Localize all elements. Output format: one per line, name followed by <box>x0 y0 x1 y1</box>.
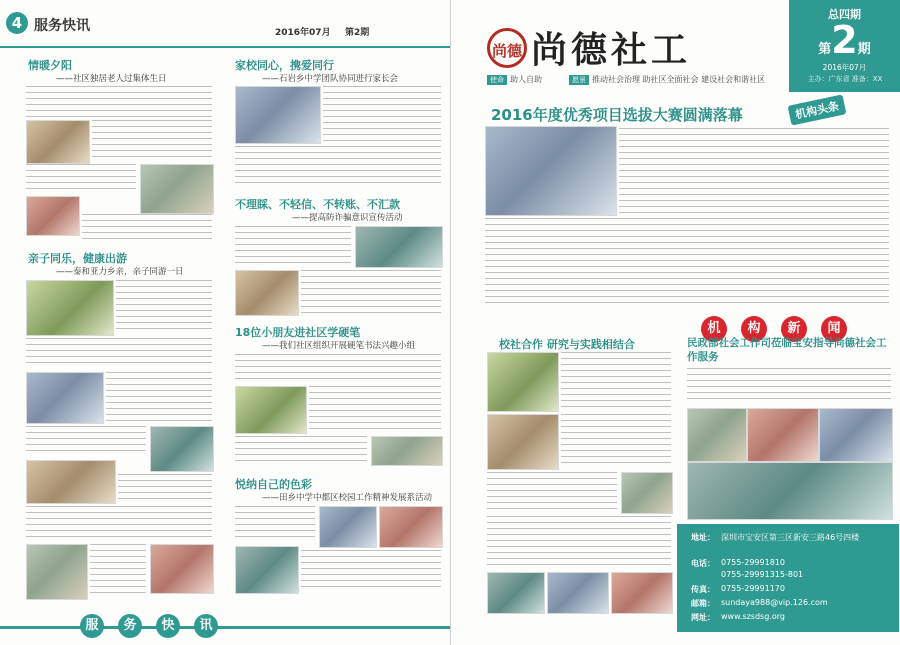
article-body <box>235 354 441 382</box>
right-page <box>451 0 900 645</box>
article-subtitle: ——田乡中学中都区校园工作精神发展系活动 <box>262 493 433 503</box>
article-body <box>309 386 441 432</box>
fax-label: 传真： <box>691 585 715 594</box>
article-photo <box>26 544 88 600</box>
article-body <box>301 550 441 592</box>
article-title: 不理睬、不轻信、不转账、不汇款 <box>235 198 400 211</box>
article-photo <box>235 386 307 434</box>
left-page-header <box>0 0 450 48</box>
article-photo <box>26 280 114 336</box>
news-char-1: 机 <box>701 316 727 342</box>
news-photo <box>819 408 893 462</box>
email-text: sundaya988@vip.126.com <box>721 598 828 607</box>
right-page-header <box>451 0 900 92</box>
news-body <box>487 516 671 568</box>
article-body <box>118 474 212 502</box>
slogan-tag: 使命 <box>487 75 507 85</box>
address-text: 深圳市宝安区第三区新安三路46号四楼 <box>721 533 860 542</box>
news-photo <box>487 352 559 412</box>
address-label: 地址： <box>691 533 715 542</box>
slogan-tag: 愿景 <box>569 75 589 85</box>
phone-text-1: 0755-29991810 <box>721 558 785 567</box>
article-subtitle: ——我们社区组织开展硬笔书法兴趣小组 <box>262 341 416 351</box>
slogan-text: 推动社会治理 助社区全面社会 建设社会和谐社区 <box>592 75 766 84</box>
news-body <box>561 352 671 410</box>
article-subtitle: ——提高防诈骗意识宣传活动 <box>292 213 403 223</box>
fax-text: 0755-29991170 <box>721 584 785 593</box>
article-body <box>301 270 441 314</box>
footer-char-4: 讯 <box>194 614 218 638</box>
article-photo <box>355 226 443 268</box>
article-body <box>26 164 136 194</box>
article-body <box>26 86 212 118</box>
news-photo <box>747 408 819 462</box>
article-photo <box>140 164 214 214</box>
footer-char-2: 务 <box>118 614 142 638</box>
article-photo <box>235 546 299 594</box>
contact-box <box>677 524 899 632</box>
article-photo <box>150 544 214 594</box>
article-body <box>106 372 212 422</box>
article-subtitle: ——泰和亚力乡亲，亲子同游一日 <box>56 267 184 277</box>
article-title: 情暖夕阳 <box>28 59 72 72</box>
article-body <box>26 426 146 456</box>
headline-photo <box>485 126 617 216</box>
article-body <box>235 146 441 186</box>
article-body <box>116 280 212 334</box>
news-body <box>687 368 891 404</box>
article-photo <box>150 426 214 472</box>
article-body <box>235 506 315 542</box>
news-body <box>561 414 671 468</box>
issue-number-big: 第2期 <box>818 18 871 62</box>
article-photo <box>235 86 321 144</box>
news-photo <box>621 472 673 514</box>
section-title: 服务快讯 <box>34 18 90 34</box>
news-title: 校社合作 研究与实践相结合 <box>499 338 635 351</box>
headline-title: 2016年度优秀项目选拔大赛圆满落幕 <box>491 106 743 124</box>
headline-ribbon: 机构头条 <box>788 94 847 125</box>
news-photo <box>487 414 559 470</box>
phone-label: 电话： <box>691 559 715 568</box>
article-body <box>323 86 441 142</box>
article-title: 亲子同乐，健康出游 <box>28 252 127 265</box>
article-title: 悦纳自己的色彩 <box>235 478 312 491</box>
logo-seal: 尚德 <box>487 28 527 68</box>
phone-text-2: 0755-29991315-801 <box>721 570 804 579</box>
news-photo <box>611 572 673 614</box>
headline-body <box>619 128 889 214</box>
news-photo <box>687 408 747 462</box>
email-label: 邮箱： <box>691 599 715 608</box>
article-body <box>82 214 212 240</box>
news-body <box>487 472 617 512</box>
news-char-3: 新 <box>781 316 807 342</box>
issue-date: 2016年07月 <box>275 28 331 38</box>
article-body <box>26 338 212 368</box>
article-subtitle: ——石岩乡中学团队协同进行家长会 <box>262 74 399 84</box>
news-title: 民政部社会工作司莅临宝安指导尚德社会工作服务 <box>687 337 887 363</box>
news-photo <box>487 572 545 614</box>
slogan-text: 助人自助 <box>510 75 542 84</box>
article-photo <box>371 436 443 466</box>
article-body <box>235 226 351 266</box>
news-char-4: 闻 <box>821 316 847 342</box>
footer-char-3: 快 <box>156 614 180 638</box>
logo-text: 尚德社工 <box>531 29 692 71</box>
article-photo <box>379 506 443 548</box>
article-photo <box>26 120 90 164</box>
sponsor-line: 主办：广东省 准备：XX <box>807 75 883 83</box>
headline-body <box>485 218 889 304</box>
footer-char-1: 服 <box>80 614 104 638</box>
article-photo <box>319 506 377 548</box>
slogan-vision <box>569 74 765 85</box>
news-photo <box>547 572 609 614</box>
article-photo <box>26 460 116 504</box>
issue-date: 2016年07月 <box>822 63 867 72</box>
article-photo <box>26 196 80 236</box>
article-photo <box>235 270 299 316</box>
news-photo <box>687 462 893 520</box>
total-issue-label: 总四期 <box>828 8 861 21</box>
article-body <box>92 120 212 162</box>
article-subtitle: ——社区独居老人过集体生日 <box>56 74 167 84</box>
article-photo <box>26 372 104 424</box>
issue-number: 第2期 <box>345 28 370 38</box>
web-text: www.szsdsg.org <box>721 612 785 621</box>
web-label: 网址： <box>691 613 715 622</box>
article-title: 18位小朋友进社区学硬笔 <box>235 326 361 339</box>
article-body <box>26 506 212 540</box>
slogan-mission <box>487 74 542 85</box>
article-body <box>235 436 367 464</box>
news-char-2: 构 <box>741 316 767 342</box>
footer-bar <box>0 626 450 629</box>
page-number-badge: 4 <box>6 12 28 34</box>
article-title: 家校同心，携爱同行 <box>235 59 334 72</box>
issue-side-tab <box>789 0 900 92</box>
article-body <box>90 544 146 598</box>
left-page-footer <box>0 612 450 645</box>
